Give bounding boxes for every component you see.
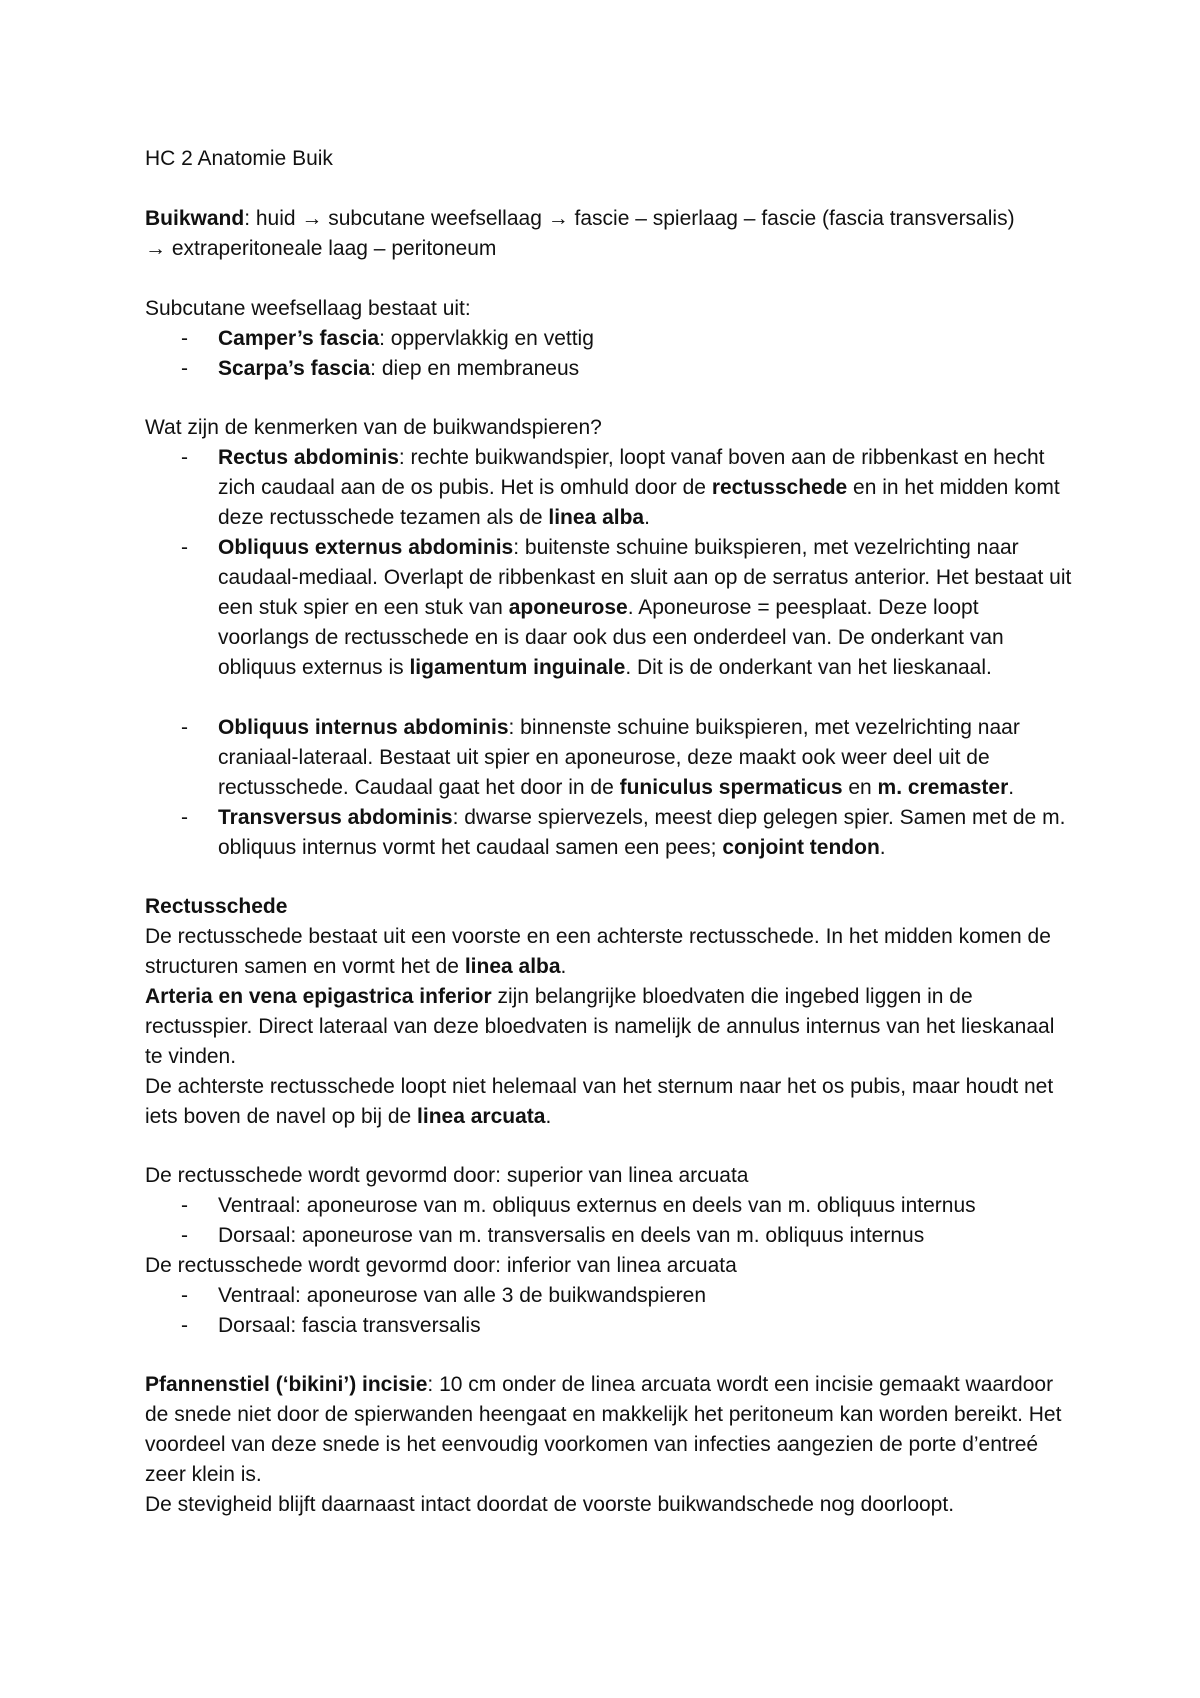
list-item-externus	[145, 533, 1075, 713]
linea-alba-term: linea alba	[464, 955, 561, 978]
list-item-text: : oppervlakkig en vettig	[379, 327, 594, 350]
list-item-text: Ventraal: aponeurose van alle 3 de buikwandspieren	[218, 1284, 707, 1307]
conjoint-tendon-term: conjoint tendon	[722, 836, 880, 859]
rectusschede-heading	[145, 892, 1075, 922]
document-title: HC 2 Anatomie Buik	[145, 147, 333, 170]
list-dash: -	[181, 1194, 188, 1217]
aponeurose-term: aponeurose	[508, 596, 628, 619]
subcutane-list	[145, 324, 1075, 384]
campers-fascia-term: Camper’s fascia	[218, 327, 380, 350]
pfannenstiel-last-line: De stevigheid blijft daarnaast intact doordat de voorste buikwandschede nog doorloopt.	[145, 1493, 955, 1516]
rectus-term: Rectus abdominis	[218, 446, 399, 469]
rectusschede-section	[145, 892, 1075, 1132]
buikwand-section	[145, 204, 1075, 264]
internus-term: Obliquus internus abdominis	[218, 716, 509, 739]
list-item-text: Dorsaal: fascia transversalis	[218, 1314, 481, 1337]
ligamentum-inguinale-term: ligamentum inguinale	[409, 656, 626, 679]
rectus-text: .	[644, 506, 650, 529]
cremaster-term: m. cremaster	[877, 776, 1009, 799]
paragraph-text: .	[545, 1105, 552, 1128]
buikwand-line-2: → extraperitoneale laag – peritoneum	[145, 237, 497, 260]
list-item	[145, 1191, 1075, 1221]
paragraph-text: zijn belangrijke bloedvaten die ingebed liggen in de rectusspier. Direct lateraal van deze bloedvaten is namelijk de annulus internus van het lieskanaal te vinden.	[145, 985, 1055, 1068]
transversus-text: : dwarse spiervezels, meest diep gelegen spier. Samen met de m. obliquus internus vormt het caudaal samen een pees;	[218, 806, 1066, 859]
rectusschede-paragraph-3	[145, 1072, 1075, 1132]
list-item-rectus	[145, 443, 1075, 533]
list-dash: -	[181, 1224, 188, 1247]
list-item-internus	[145, 713, 1075, 803]
list-dash: -	[181, 716, 188, 739]
rectus-text: : rechte buikwandspier, loopt vanaf boven aan de ribbenkast en hecht zich caudaal aan de os pubis. Het is omhuld door de	[218, 446, 1045, 499]
section-heading: Rectusschede	[145, 895, 288, 918]
transversus-text: .	[879, 836, 886, 859]
internus-text: .	[1008, 776, 1015, 799]
subcutane-section	[145, 294, 1075, 384]
buikwand-line-1	[145, 204, 1075, 234]
paragraph-text: .	[560, 955, 567, 978]
funiculus-term: funiculus spermaticus	[619, 776, 843, 799]
list-item-transversus	[145, 803, 1075, 863]
document-title-block	[145, 144, 1075, 174]
internus-text: : binnenste schuine buikspieren, met vezelrichting naar craniaal-lateraal. Bestaat uit spier en aponeurose, deze maakt ook weer deel uit de rectusschede. Caudaal gaat het door in de	[218, 716, 1020, 799]
list-dash: -	[181, 446, 188, 469]
scarpas-fascia-term: Scarpa’s fascia	[218, 357, 371, 380]
pfannenstiel-term: Pfannenstiel (‘bikini’) incisie	[145, 1373, 428, 1396]
subcutane-intro: Subcutane weefsellaag bestaat uit:	[145, 297, 471, 320]
inferior-list	[145, 1281, 1075, 1341]
linea-arcuata-term: linea arcuata	[417, 1105, 546, 1128]
internus-text: en	[842, 776, 878, 799]
list-item	[145, 324, 1075, 354]
list-item	[145, 1281, 1075, 1311]
list-dash: -	[181, 1314, 188, 1337]
list-item-text: Dorsaal: aponeurose van m. transversalis en deels van m. obliquus internus	[218, 1224, 925, 1247]
rectusschede-term: rectusschede	[711, 476, 848, 499]
rectusschede-paragraph-2	[145, 982, 1075, 1072]
externus-text: : buitenste schuine buikspieren, met vezelrichting naar caudaal-mediaal. Overlapt de ribbenkast en sluit aan op de serratus anterior. Het bestaat uit een stuk spier en een stuk van	[218, 536, 1072, 619]
list-item	[145, 1311, 1075, 1341]
externus-text: . Dit is de onderkant van het lieskanaal.	[625, 656, 992, 679]
buikwandspieren-question: Wat zijn de kenmerken van de buikwandspieren?	[145, 416, 602, 439]
paragraph-text: : 10 cm onder de linea arcuata wordt een incisie gemaakt waardoor de snede niet door de spierwanden heengaat en makkelijk het peritoneum kan worden bereikt. Het voordeel van deze snede is het eenvoudig voorkomen van infecties aangezien de porte d’entreé zeer klein is.	[145, 1373, 1062, 1486]
buikwand-label: Buikwand	[145, 207, 245, 230]
list-dash: -	[181, 357, 188, 380]
externus-term: Obliquus externus abdominis	[218, 536, 514, 559]
buikwand-layers-text: : huid → subcutane weefsellaag → fascie – spierlaag – fascie (fascia transversalis)	[244, 207, 1015, 230]
inferior-intro: De rectusschede wordt gevormd door: inferior van linea arcuata	[145, 1254, 737, 1277]
list-dash: -	[181, 1284, 188, 1307]
transversus-term: Transversus abdominis	[218, 806, 453, 829]
paragraph-text: De rectusschede bestaat uit een voorste en een achterste rectusschede. In het midden komen de structuren samen en vormt het de	[145, 925, 1051, 978]
list-dash: -	[181, 327, 188, 350]
rectusschede-paragraph-1	[145, 922, 1075, 982]
paragraph-text: De achterste rectusschede loopt niet helemaal van het sternum naar het os pubis, maar houdt net iets boven de navel op bij de	[145, 1075, 1054, 1128]
pfannenstiel-paragraph	[145, 1370, 1075, 1490]
list-item	[145, 354, 1075, 384]
list-item-text: : diep en membraneus	[370, 357, 580, 380]
buikwandspieren-section	[145, 413, 1075, 863]
buikwandspieren-list	[145, 443, 1075, 863]
arteria-vena-term: Arteria en vena epigastrica inferior	[145, 985, 492, 1008]
list-dash: -	[181, 536, 188, 559]
rectus-text: en in het midden komt deze rectusschede tezamen als de	[218, 476, 1060, 529]
superior-list	[145, 1191, 1075, 1251]
list-item-text: Ventraal: aponeurose van m. obliquus externus en deels van m. obliquus internus	[218, 1194, 976, 1217]
list-dash: -	[181, 806, 188, 829]
linea-alba-term: linea alba	[548, 506, 645, 529]
list-item	[145, 1221, 1075, 1251]
superior-intro: De rectusschede wordt gevormd door: superior van linea arcuata	[145, 1164, 749, 1187]
gevormd-section	[145, 1161, 1075, 1341]
pfannenstiel-section	[145, 1370, 1075, 1520]
externus-text: . Aponeurose = peesplaat. Deze loopt voorlangs de rectusschede en is daar ook dus een onderdeel van. De onderkant van obliquus externus is	[218, 596, 1004, 679]
